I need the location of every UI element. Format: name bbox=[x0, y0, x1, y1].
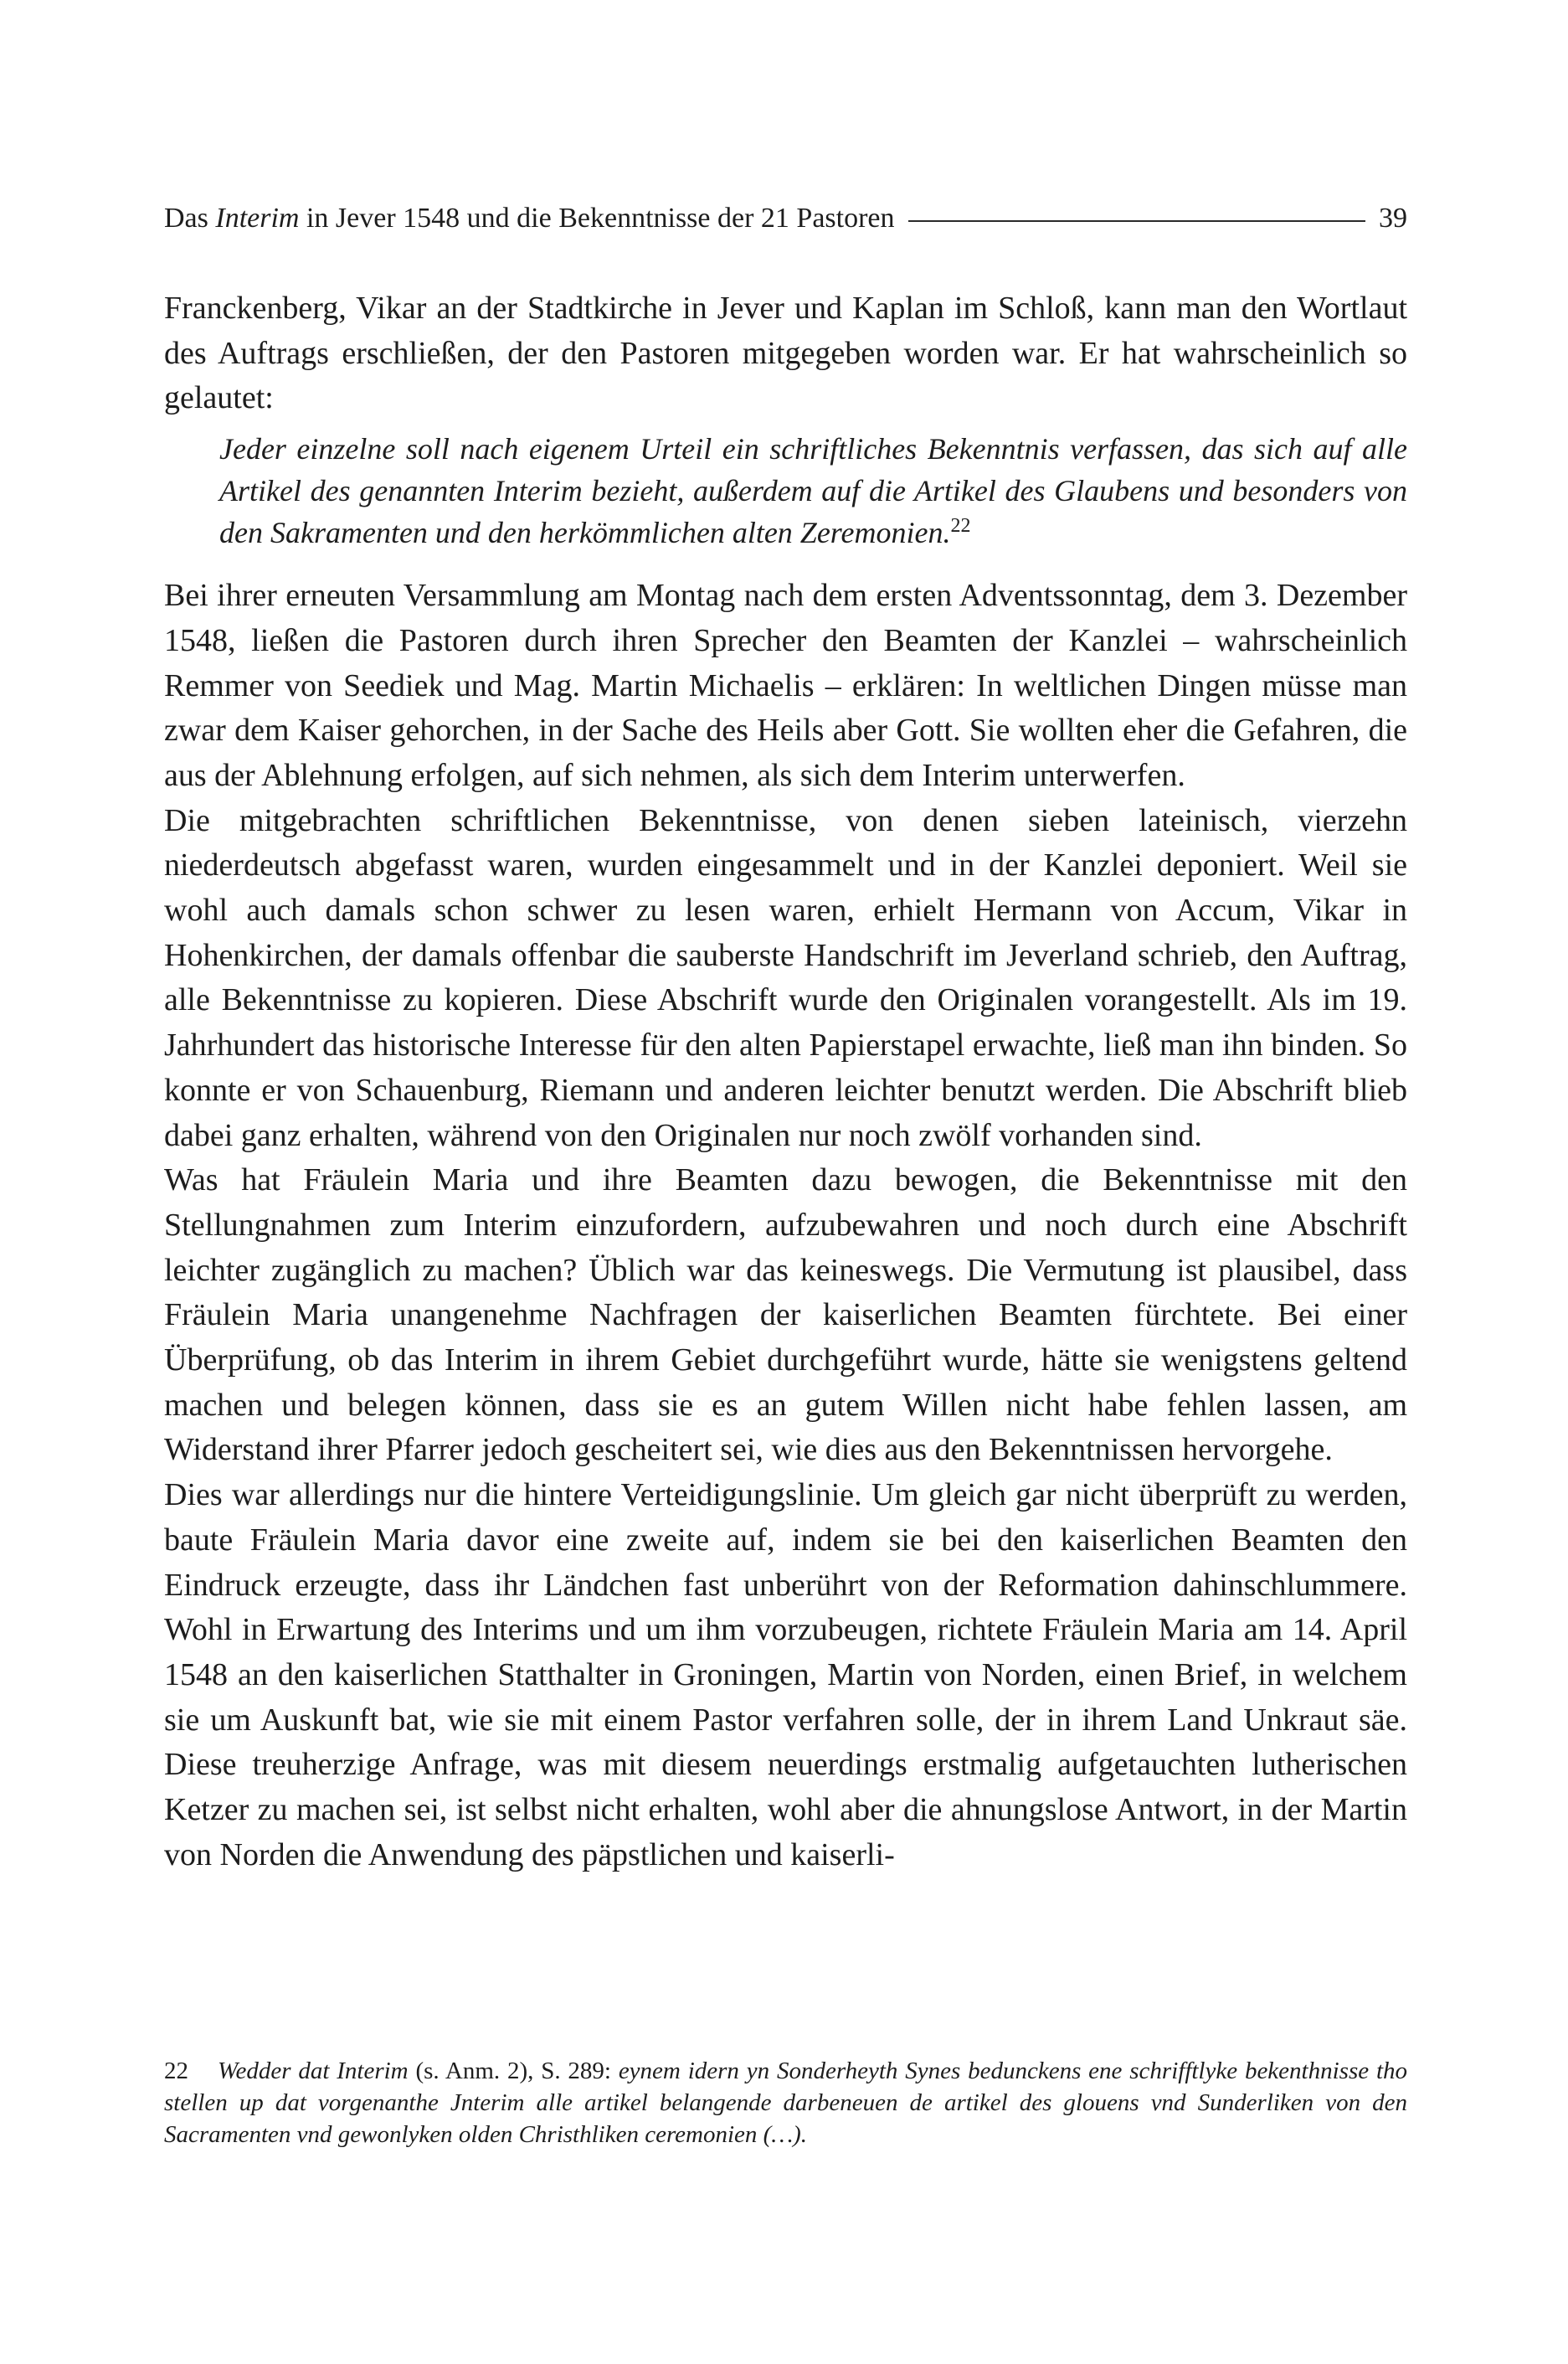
paragraph-1: Franckenberg, Vikar an der Stadtkirche in Jever und Kaplan im Schloß, kann man den Wortlaut des Auftrags erschließen, der den Pastoren mitgegeben worden war. Er hat wahrscheinlich so gelautet: bbox=[164, 291, 1407, 416]
footnote-ref[interactable]: 22 bbox=[950, 515, 971, 538]
header-title-italic: Interim bbox=[215, 203, 300, 234]
footnote-source-title: Wedder dat Interim bbox=[218, 2058, 409, 2084]
footnote-citation: (s. Anm. 2), S. 289: bbox=[408, 2058, 619, 2084]
header-title-post: in Jever 1548 und die Bekenntnisse der 21 Pastoren bbox=[299, 203, 895, 234]
paragraph-3: Die mitgebrachten schriftlichen Bekenntnisse, von denen sieben lateinisch, vierzehn niederdeutsch abgefasst waren, wurden eingesammelt und in der Kanzlei deponiert. Weil sie wohl auch damals schon schwer zu lesen waren, erhielt Hermann von Accum, Vikar in Hohenkirchen, der damals offenbar die sauberste Handschrift im Jeverland schrieb, den Auftrag, alle Bekenntnisse zu kopieren. Diese Abschrift wurde den Originalen vorangestellt. Als im 19. Jahrhundert das historische Interesse für den alten Papierstapel erwachte, ließ man ihn binden. So konnte er von Schauenburg, Riemann und anderen leichter benutzt werden. Die Abschrift blieb dabei ganz erhalten, während von den Originalen nur noch zwölf vorhanden sind. bbox=[164, 802, 1407, 1153]
page-number: 39 bbox=[1379, 203, 1407, 234]
paragraph-5: Dies war allerdings nur die hintere Verteidigungslinie. Um gleich gar nicht überprüft zu werden, baute Fräulein Maria davor eine zweite auf, indem sie bei den kaiserlichen Beamten den Eindruck erzeugte, dass ihr Ländchen fast unberührt von der Reformation dahinschlummere. Wohl in Erwartung des Interims und um ihm vorzubeugen, richtete Fräulein Maria am 14. April 1548 an den kaiserlichen Statthalter in Groningen, Martin von Norden, einen Brief, in welchem sie um Auskunft bat, wie sie mit einem Pastor verfahren solle, der in ihrem Land Unkraut säe. Diese treuherzige Anfrage, was mit diesem neuerdings erstmalig aufgetauchten lutherischen Ketzer zu machen sei, ist selbst nicht erhalten, wohl aber die ahnungslose Antwort, in der Martin von Norden die Anwendung des päpstlichen und kaiserli- bbox=[164, 1477, 1407, 1872]
footnote-22 bbox=[164, 2055, 1407, 2150]
footnote-quote: eynem idern yn Sonderheyth Synes bedunckens ene schrifftlyke bekenthnisse tho stellen up dat vorgenanthe Jnterim alle artikel belangende darbeneuen de artikel des glouens vnd Sunderliken von den Sacramenten vnd gewonlyken olden Christhliken ceremonien (…). bbox=[164, 2058, 1408, 2148]
block-quote bbox=[219, 428, 1407, 554]
running-header bbox=[164, 198, 1407, 239]
header-rule bbox=[908, 220, 1365, 222]
header-title-pre: Das bbox=[164, 203, 216, 234]
paragraph-2: Bei ihrer erneuten Versammlung am Montag nach dem ersten Adventssonntag, dem 3. Dezember 1548, ließen die Pastoren durch ihren Sprecher den Beamten der Kanzlei – wahrscheinlich Remmer von Seediek und Mag. Martin Michaelis – erklären: In weltlichen Dingen müsse man zwar dem Kaiser gehorchen, in der Sache des Heils aber Gott. Sie wollten eher die Gefahren, die aus der Ablehnung erfolgen, auf sich nehmen, als sich dem Interim unterwerfen. bbox=[164, 578, 1407, 793]
paragraph-4: Was hat Fräulein Maria und ihre Beamten dazu bewogen, die Bekenntnisse mit den Stellungnahmen zum Interim einzufordern, aufzubewahren und noch durch eine Abschrift leichter zugänglich zu machen? Üblich war das keineswegs. Die Vermutung ist plausibel, dass Fräulein Maria unangenehme Nachfragen der kaiserlichen Beamten fürchtete. Bei einer Überprüfung, ob das Interim in ihrem Gebiet durchgeführt wurde, hätte sie wenigstens geltend machen und belegen können, dass sie es an gutem Willen nicht habe fehlen lassen, am Widerstand ihrer Pfarrer jedoch gescheitert sei, wie dies aus den Bekenntnissen hervorgehe. bbox=[164, 1162, 1407, 1468]
header-title bbox=[164, 203, 895, 234]
quote-text: Jeder einzelne soll nach eigenem Urteil ein schriftliches Bekenntnis verfassen, das sich auf alle Artikel des genannten Interim bezieht, außerdem auf die Artikel des Glaubens und besonders von den Sakramenten und den herkömmlichen alten Zeremonien. bbox=[219, 432, 1407, 550]
footnote-number: 22 bbox=[164, 2058, 188, 2084]
main-text bbox=[164, 286, 1407, 1878]
